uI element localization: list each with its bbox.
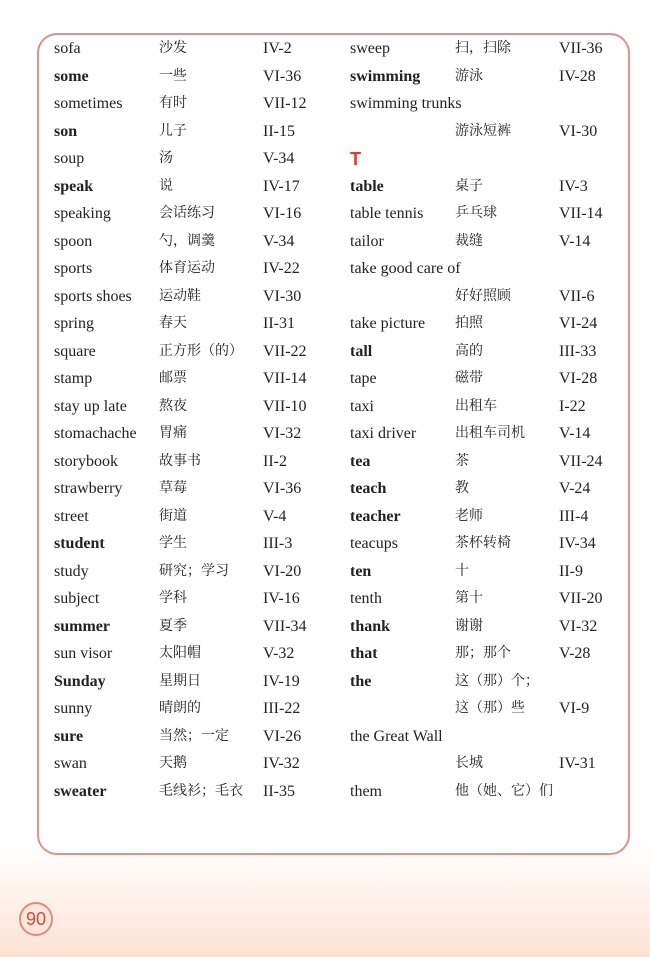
glossary-entry [350, 695, 620, 723]
entry-chinese: 春天 [159, 315, 187, 331]
glossary-entry [54, 90, 344, 118]
entry-chinese: 他（她、它）们 [455, 782, 553, 799]
glossary-column-right [350, 35, 620, 805]
entry-word: Sunday [54, 672, 106, 690]
entry-chinese: 那；那个 [455, 645, 511, 661]
glossary-entry [54, 640, 344, 668]
entry-word: square [54, 342, 96, 360]
entry-chinese: 第十 [455, 590, 483, 606]
entry-word: spoon [54, 232, 93, 250]
glossary-entry [54, 695, 344, 723]
entry-word: swan [54, 755, 87, 772]
page-number: 90 [19, 902, 53, 936]
entry-reference: VI-20 [263, 562, 302, 580]
entry-word: ten [350, 562, 372, 580]
entry-word: table tennis [350, 205, 424, 222]
entry-chinese: 太阳帽 [159, 645, 201, 661]
glossary-entry [54, 723, 344, 751]
glossary-entry [54, 420, 344, 448]
entry-chinese: 故事书 [159, 452, 201, 469]
entry-chinese: 草莓 [159, 480, 187, 496]
entry-chinese: 出租车司机 [455, 425, 525, 441]
entry-word: tape [350, 370, 377, 387]
section-letter-label: T [350, 149, 361, 169]
glossary-entry [350, 338, 620, 366]
entry-word: taxi driver [350, 425, 417, 442]
glossary-entry [350, 420, 620, 448]
glossary-entry [350, 558, 620, 586]
entry-word: take picture [350, 315, 426, 332]
entry-word: tall [350, 342, 373, 360]
entry-chinese: 一些 [159, 67, 187, 84]
entry-reference: VI-36 [263, 480, 302, 497]
entry-word: sweater [54, 782, 107, 800]
glossary-entry [54, 503, 344, 531]
entry-chinese: 长城 [455, 755, 483, 771]
entry-chinese: 乒乓球 [455, 205, 497, 221]
entry-chinese: 会话练习 [159, 205, 215, 221]
glossary-entry [54, 750, 344, 778]
glossary-entry [54, 393, 344, 421]
glossary-entry [54, 475, 344, 503]
entry-reference: VI-16 [263, 205, 302, 222]
entry-reference: V-32 [263, 645, 295, 662]
entry-chinese: 出租车 [455, 397, 497, 414]
entry-word: swimming [350, 67, 421, 85]
glossary-entry [350, 118, 620, 146]
entry-reference: VII-12 [263, 95, 307, 112]
entry-reference: VII-10 [263, 397, 307, 415]
entry-word: subject [54, 590, 100, 607]
section-letter [350, 145, 620, 173]
glossary-entry [54, 310, 344, 338]
entry-reference: V-28 [559, 645, 591, 662]
glossary-entry [350, 723, 620, 751]
entry-chinese: 磁带 [455, 370, 483, 386]
glossary-entry [350, 448, 620, 476]
entry-reference: IV-16 [263, 590, 300, 607]
entry-word: teacups [350, 535, 398, 552]
glossary-entry [350, 173, 620, 201]
entry-chinese: 当然；一定 [159, 727, 229, 744]
entry-word: teacher [350, 507, 401, 525]
entry-reference: V-14 [559, 232, 591, 250]
entry-chinese: 十 [455, 562, 469, 579]
entry-word: sofa [54, 40, 81, 57]
entry-word: strawberry [54, 480, 123, 497]
entry-word: swimming trunks [350, 95, 462, 112]
entry-reference: V-34 [263, 150, 295, 167]
glossary-entry [54, 365, 344, 393]
entry-reference: IV-17 [263, 177, 300, 195]
glossary-entry [54, 200, 344, 228]
glossary-entry [54, 63, 344, 91]
entry-reference: IV-34 [559, 535, 596, 552]
entry-chinese: 汤 [159, 150, 173, 166]
entry-word: sports shoes [54, 287, 132, 305]
glossary-entry [54, 338, 344, 366]
entry-word: storybook [54, 452, 118, 470]
entry-reference: II-2 [263, 452, 287, 470]
entry-word: taxi [350, 397, 374, 415]
entry-word: soup [54, 150, 85, 167]
glossary-entry [54, 173, 344, 201]
glossary-entry [54, 228, 344, 256]
entry-reference: VII-20 [559, 590, 603, 607]
entry-chinese: 游泳短裤 [455, 122, 511, 139]
glossary-entry [350, 613, 620, 641]
entry-reference: VII-14 [263, 370, 307, 387]
glossary-column-left [54, 35, 344, 805]
entry-chinese: 游泳 [455, 67, 483, 84]
entry-chinese: 研究；学习 [159, 562, 229, 579]
entry-reference: IV-32 [263, 755, 300, 772]
entry-word: table [350, 177, 384, 195]
entry-reference: IV-31 [559, 755, 596, 772]
entry-reference: VII-34 [263, 617, 307, 635]
entry-chinese: 学生 [159, 535, 187, 551]
entry-chinese: 街道 [159, 507, 187, 524]
glossary-entry [350, 90, 620, 118]
entry-reference: VI-36 [263, 67, 302, 85]
entry-reference: VI-26 [263, 727, 302, 745]
entry-chinese: 学科 [159, 590, 187, 606]
entry-reference: III-3 [263, 535, 293, 552]
entry-word: street [54, 507, 89, 525]
glossary-entry [54, 585, 344, 613]
entry-chinese: 这（那）些 [455, 700, 525, 716]
entry-chinese: 谢谢 [455, 617, 483, 634]
bottom-gradient-band [0, 847, 650, 957]
entry-word: thank [350, 617, 391, 635]
entry-word: sun visor [54, 645, 113, 662]
entry-word: stamp [54, 370, 93, 387]
glossary-entry [54, 35, 344, 63]
entry-chinese: 运动鞋 [159, 287, 201, 304]
entry-reference: II-35 [263, 782, 295, 800]
entry-word: stomachache [54, 425, 137, 442]
entry-reference: VI-30 [263, 287, 302, 305]
entry-word: that [350, 645, 378, 662]
glossary-entry [350, 475, 620, 503]
entry-word: study [54, 562, 89, 580]
glossary-entry [350, 640, 620, 668]
entry-reference: IV-2 [263, 40, 292, 57]
glossary-entry [350, 530, 620, 558]
entry-chinese: 教 [455, 480, 469, 496]
entry-word: spring [54, 315, 94, 332]
entry-chinese: 晴朗的 [159, 700, 201, 716]
entry-chinese: 胃痛 [159, 425, 187, 441]
entry-chinese: 扫，扫除 [455, 40, 511, 56]
entry-reference: VI-9 [559, 700, 590, 717]
glossary-entry [350, 503, 620, 531]
entry-reference: VI-30 [559, 122, 598, 140]
glossary-entry [350, 200, 620, 228]
entry-word: sunny [54, 700, 93, 717]
entry-chinese: 拍照 [455, 315, 483, 331]
glossary-entry [54, 283, 344, 311]
entry-reference: III-22 [263, 700, 301, 717]
glossary-entry [350, 365, 620, 393]
entry-chinese: 桌子 [455, 177, 483, 194]
glossary-entry [350, 585, 620, 613]
entry-chinese: 说 [159, 177, 173, 194]
glossary-entry [350, 668, 620, 696]
glossary-entry [54, 255, 344, 283]
entry-reference: III-33 [559, 342, 597, 360]
entry-chinese: 裁缝 [455, 232, 483, 249]
glossary-entry [350, 393, 620, 421]
entry-chinese: 天鹅 [159, 755, 187, 771]
entry-reference: I-22 [559, 397, 586, 415]
glossary-entry [54, 558, 344, 586]
glossary-entry [350, 750, 620, 778]
entry-chinese: 高的 [455, 342, 483, 359]
entry-chinese: 老师 [455, 507, 483, 524]
entry-word: them [350, 782, 382, 800]
entry-reference: V-34 [263, 232, 295, 250]
glossary-entry [54, 613, 344, 641]
glossary-entry [350, 35, 620, 63]
entry-word: sometimes [54, 95, 123, 112]
entry-word: stay up late [54, 397, 127, 415]
entry-word: sweep [350, 40, 390, 57]
glossary-entry [350, 778, 620, 806]
entry-word: take good care of [350, 260, 461, 277]
entry-word: sure [54, 727, 84, 745]
entry-chinese: 好好照顾 [455, 287, 511, 304]
entry-chinese: 星期日 [159, 672, 201, 689]
entry-word: the Great Wall [350, 727, 443, 745]
entry-reference: V-14 [559, 425, 591, 442]
glossary-entry [54, 778, 344, 806]
entry-chinese: 毛线衫；毛衣 [159, 782, 243, 799]
entry-word: the [350, 672, 372, 690]
glossary-entry [350, 255, 620, 283]
entry-reference: VI-24 [559, 315, 598, 332]
glossary-entry [350, 310, 620, 338]
entry-chinese: 这（那）个； [455, 672, 539, 689]
glossary-entry [54, 448, 344, 476]
entry-word: tea [350, 452, 371, 470]
entry-word: summer [54, 617, 110, 635]
glossary-entry [350, 63, 620, 91]
entry-reference: II-15 [263, 122, 295, 140]
entry-word: sports [54, 260, 93, 277]
entry-word: tailor [350, 232, 384, 250]
entry-reference: VII-24 [559, 452, 603, 470]
entry-reference: VII-14 [559, 205, 603, 222]
glossary-entry [350, 283, 620, 311]
entry-chinese: 正方形（的） [159, 342, 243, 359]
entry-word: speaking [54, 205, 111, 222]
entry-chinese: 勺，调羹 [159, 232, 215, 249]
glossary-entry [350, 228, 620, 256]
glossary-entry [54, 530, 344, 558]
entry-reference: VI-28 [559, 370, 598, 387]
entry-reference: II-31 [263, 315, 295, 332]
entry-reference: IV-22 [263, 260, 300, 277]
entry-chinese: 夏季 [159, 617, 187, 634]
entry-word: tenth [350, 590, 382, 607]
entry-reference: IV-3 [559, 177, 588, 195]
entry-word: son [54, 122, 78, 140]
entry-chinese: 熬夜 [159, 397, 187, 414]
glossary-entry [54, 118, 344, 146]
glossary-entry [54, 145, 344, 173]
entry-chinese: 有时 [159, 95, 187, 111]
entry-word: student [54, 535, 105, 552]
entry-reference: IV-28 [559, 67, 596, 85]
entry-reference: VII-36 [559, 40, 603, 57]
entry-chinese: 茶杯转椅 [455, 535, 511, 551]
entry-word: teach [350, 480, 387, 497]
entry-reference: V-4 [263, 507, 287, 525]
entry-chinese: 儿子 [159, 122, 187, 139]
glossary-entry [54, 668, 344, 696]
entry-chinese: 邮票 [159, 370, 187, 386]
entry-reference: II-9 [559, 562, 583, 580]
entry-reference: V-24 [559, 480, 591, 497]
entry-word: some [54, 67, 89, 85]
entry-chinese: 茶 [455, 452, 469, 469]
entry-reference: VI-32 [559, 617, 598, 635]
entry-chinese: 沙发 [159, 40, 187, 56]
entry-reference: VII-6 [559, 287, 595, 305]
entry-reference: VII-22 [263, 342, 307, 360]
entry-reference: IV-19 [263, 672, 300, 690]
entry-reference: VI-32 [263, 425, 302, 442]
entry-word: speak [54, 177, 94, 195]
entry-reference: III-4 [559, 507, 589, 525]
entry-chinese: 体育运动 [159, 260, 215, 276]
